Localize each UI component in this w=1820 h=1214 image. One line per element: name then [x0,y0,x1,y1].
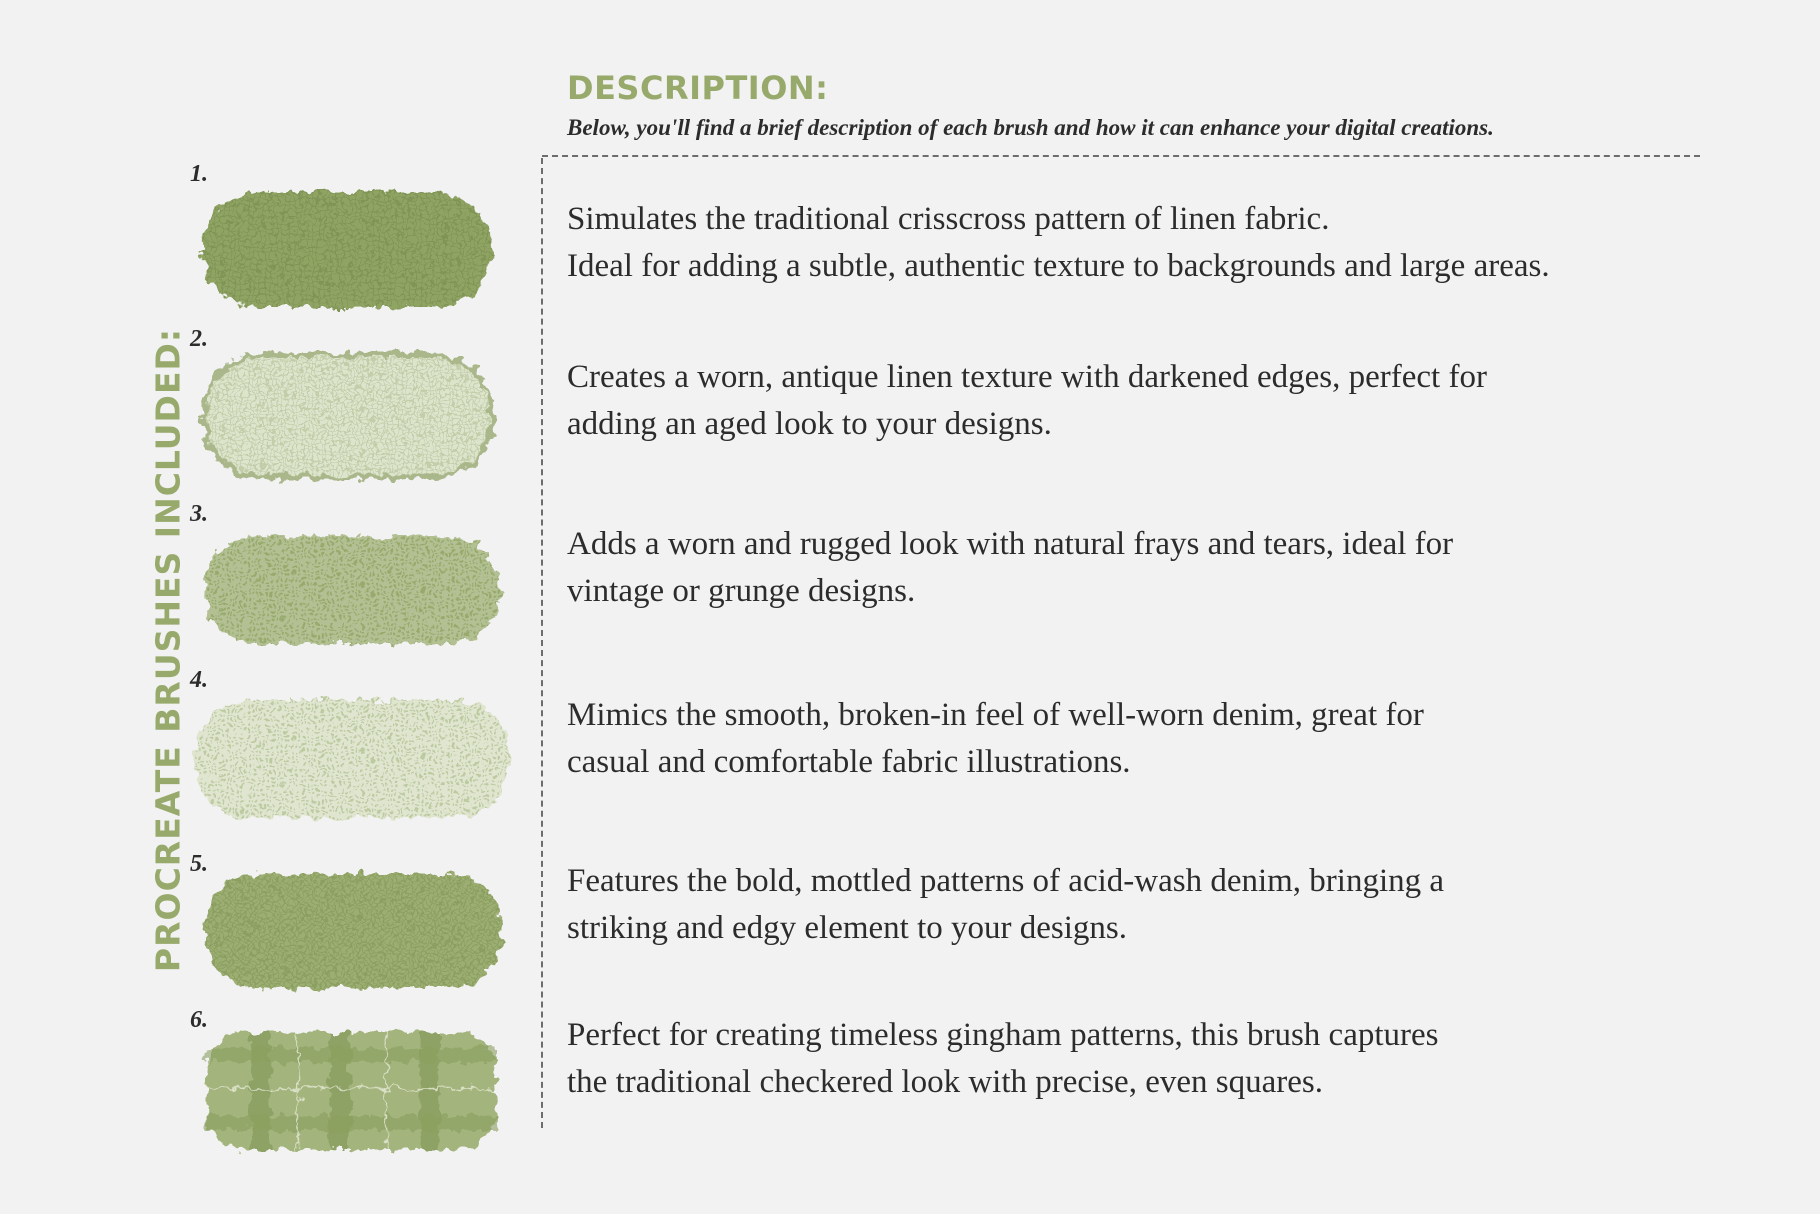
brush-stroke-4-image [190,678,520,828]
brush-stroke-5-image [190,862,520,1012]
description-line: Simulates the traditional crisscross pattern of linen fabric. [567,201,1330,237]
description-line: vintage or grunge designs. [567,573,916,609]
brush-description-5 [567,858,1717,952]
brush-swatch-5 [190,852,520,1002]
brush-swatch-6 [190,1008,520,1158]
brush-number: 5. [190,851,208,877]
brush-description-4 [567,692,1717,786]
brush-description-3 [567,521,1717,615]
brush-stroke-2-image [190,337,520,487]
description-line: adding an aged look to your designs. [567,406,1052,442]
vertical-dashed-divider [541,158,543,1128]
top-dashed-divider [542,155,1700,157]
description-line: Perfect for creating timeless gingham patterns, this brush captures [567,1017,1439,1053]
brush-swatch-4 [190,668,520,818]
brush-number: 4. [190,667,208,693]
side-title [147,327,189,973]
description-line: Mimics the smooth, broken-in feel of well-worn denim, great for [567,697,1424,733]
brush-number: 6. [190,1007,208,1033]
description-line: Adds a worn and rugged look with natural frays and tears, ideal for [567,526,1454,562]
description-line: Features the bold, mottled patterns of acid-wash denim, bringing a [567,863,1445,899]
brush-description-1 [567,196,1717,290]
description-header [567,68,1707,143]
description-line: casual and comfortable fabric illustrations. [567,744,1131,780]
description-line: Ideal for adding a subtle, authentic texture to backgrounds and large areas. [567,248,1550,284]
description-line: Creates a worn, antique linen texture with darkened edges, perfect for [567,359,1487,395]
description-heading: DESCRIPTION: [567,69,829,107]
brush-number: 3. [190,501,208,527]
brush-swatch-2 [190,327,520,477]
brush-stroke-3-image [190,512,520,662]
description-line: striking and edgy element to your designs. [567,910,1127,946]
description-line: the traditional checkered look with precise, even squares. [567,1064,1323,1100]
side-title-text: PROCREATE BRUSHES INCLUDED: [148,327,188,973]
brush-swatch-3 [190,502,520,652]
brush-description-6 [567,1012,1717,1106]
brush-stroke-6-image [190,1018,520,1168]
brush-stroke-1-image [190,172,520,322]
brush-number: 2. [190,326,208,352]
brush-number: 1. [190,161,208,187]
brush-swatch-1 [190,162,520,312]
description-subheading: Below, you'll find a brief description of each brush and how it can enhance your digital creations. [567,115,1494,140]
brush-description-2 [567,354,1717,448]
